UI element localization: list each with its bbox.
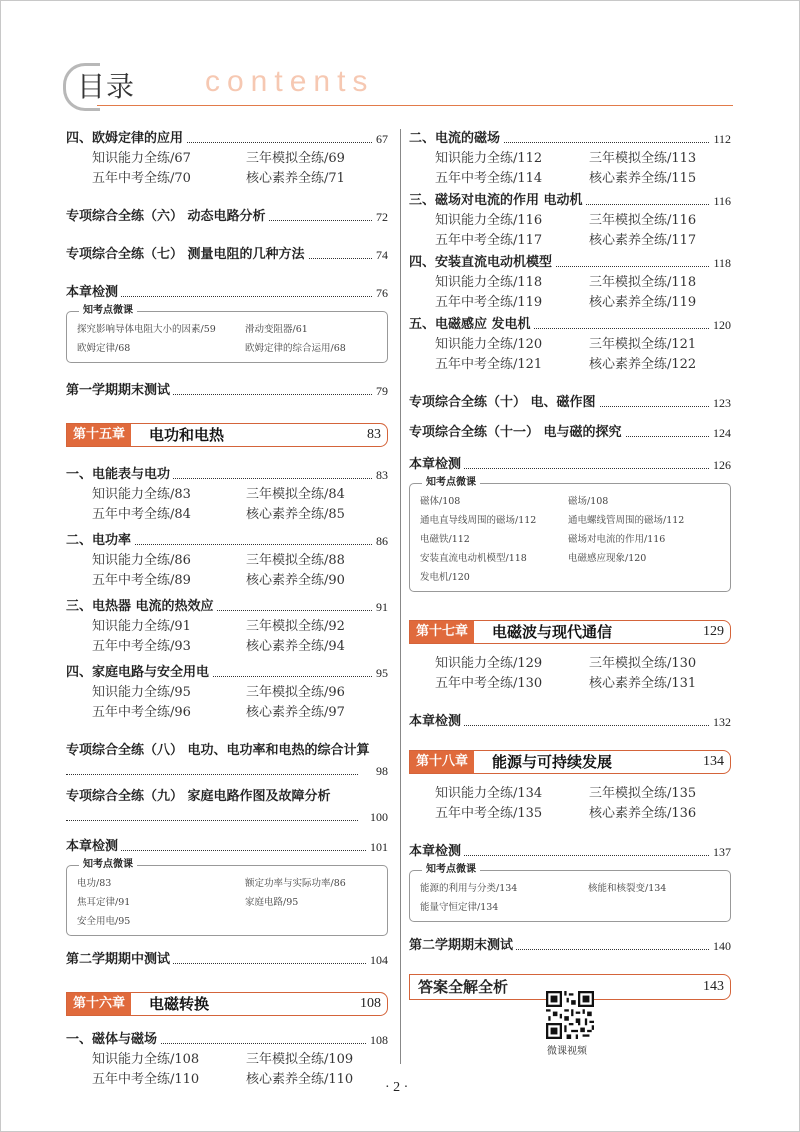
micro-lesson-box [409, 864, 731, 922]
micro-lesson-box [66, 859, 388, 936]
micro-lesson-link[interactable]: 发电机/120 [420, 572, 470, 583]
toc-entry[interactable]: 四、家庭电路与安全用电 95 [66, 663, 388, 683]
toc-entry[interactable]: 第二学期期中测试 104 [66, 950, 388, 970]
chapter-banner[interactable] [66, 423, 388, 447]
micro-lesson-link[interactable]: 能量守恒定律/134 [420, 902, 499, 913]
toc-sub-row [66, 1050, 388, 1070]
micro-lesson-tag: 知考点微课 [79, 858, 137, 872]
toc-sub-link[interactable]: 核心素养全练/85 [246, 507, 345, 522]
toc-sub-row [409, 169, 731, 189]
right-column [409, 129, 731, 1000]
micro-lesson-link[interactable]: 磁场/108 [568, 496, 609, 507]
toc-header [63, 59, 733, 111]
page-subtitle: contents [205, 65, 375, 98]
toc-sub-link[interactable]: 五年中考全练/110 [92, 1072, 200, 1087]
toc-sub-row [66, 703, 388, 723]
micro-lesson-link[interactable]: 电磁铁/112 [420, 534, 470, 545]
toc-entry[interactable]: 四、欧姆定律的应用 67 [66, 129, 388, 149]
chapter-banner[interactable] [409, 750, 731, 774]
micro-lesson-link[interactable]: 家庭电路/95 [245, 897, 299, 908]
toc-entry[interactable]: 第一学期期末测试 79 [66, 381, 388, 401]
answer-title: 答案全解全析 [418, 978, 509, 996]
micro-lesson-link[interactable]: 能源的利用与分类/134 [420, 883, 518, 894]
toc-sub-link[interactable]: 知识能力全练/108 [92, 1052, 200, 1067]
toc-entry[interactable]: 二、电功率 86 [66, 531, 388, 551]
toc-sub-link[interactable]: 核心素养全练/110 [246, 1072, 354, 1087]
toc-sub-link[interactable]: 五年中考全练/93 [92, 639, 191, 654]
toc-entry[interactable]: 专项综合全练（九） 家庭电路作图及故障分析 100 [66, 789, 388, 824]
page-number: · 2 · [385, 1080, 409, 1095]
toc-sub-link[interactable]: 知识能力全练/116 [435, 213, 543, 228]
chapter-name: 电磁波与现代通信 [492, 623, 613, 641]
toc-sub-row [66, 637, 388, 657]
chapter-page: 129 [703, 624, 724, 639]
chapter-page: 108 [360, 996, 381, 1011]
chapter-number: 第十五章 [67, 424, 131, 446]
toc-sub-link[interactable]: 知识能力全练/129 [435, 656, 543, 671]
micro-lesson-link[interactable]: 通电直导线周围的磁场/112 [420, 515, 537, 526]
toc-sub-row [409, 804, 731, 824]
qr-caption: 微课视频 [547, 1046, 587, 1057]
toc-sub-link[interactable]: 三年模拟全练/69 [246, 151, 345, 166]
toc-sub-row [66, 551, 388, 571]
toc-sub-row [66, 617, 388, 637]
toc-sub-row [66, 1070, 388, 1090]
toc-sub-link[interactable]: 三年模拟全练/130 [589, 656, 697, 671]
toc-entry[interactable]: 专项综合全练（十） 电、磁作图 123 [409, 393, 731, 413]
toc-sub-link[interactable]: 核心素养全练/97 [246, 705, 345, 720]
toc-entry[interactable]: 本章检测 126 [409, 455, 731, 475]
micro-lesson-tag: 知考点微课 [422, 863, 480, 877]
toc-sub-row [409, 273, 731, 293]
toc-entry[interactable]: 专项综合全练（八） 电功、电功率和电热的综合计算 98 [66, 743, 388, 778]
toc-sub-link[interactable]: 知识能力全练/91 [92, 619, 191, 634]
toc-sub-link[interactable]: 三年模拟全练/116 [589, 213, 697, 228]
toc-sub-link[interactable]: 三年模拟全练/96 [246, 685, 345, 700]
toc-sub-link[interactable]: 知识能力全练/83 [92, 487, 191, 502]
toc-sub-link[interactable]: 核心素养全练/115 [589, 171, 697, 186]
toc-sub-row [66, 571, 388, 591]
toc-sub-row [409, 335, 731, 355]
toc-sub-link[interactable]: 知识能力全练/86 [92, 553, 191, 568]
toc-sub-link[interactable]: 五年中考全练/114 [435, 171, 543, 186]
toc-sub-link[interactable]: 三年模拟全练/92 [246, 619, 345, 634]
toc-entry[interactable]: 专项综合全练（十一） 电与磁的探究 124 [409, 423, 731, 443]
chapter-banner[interactable] [66, 992, 388, 1016]
micro-lesson-link[interactable]: 安装直流电动机模型/118 [420, 553, 527, 564]
toc-entry[interactable]: 一、电能表与电功 83 [66, 465, 388, 485]
micro-lesson-link[interactable]: 磁场对电流的作用/116 [568, 534, 666, 545]
toc-entry[interactable]: 第二学期期末测试 140 [409, 936, 731, 956]
chapter-number: 第十六章 [67, 993, 131, 1015]
micro-lesson-box [409, 477, 731, 592]
toc-sub-row [66, 683, 388, 703]
toc-sub-link[interactable]: 核心素养全练/94 [246, 639, 345, 654]
toc-sub-row [66, 149, 388, 169]
toc-sub-link[interactable]: 核心素养全练/71 [246, 171, 345, 186]
toc-sub-link[interactable]: 核心素养全练/131 [589, 676, 697, 691]
toc-sub-row [409, 784, 731, 804]
micro-lesson-link[interactable]: 欧姆定律/68 [77, 343, 131, 354]
toc-entry[interactable]: 本章检测 137 [409, 842, 731, 862]
toc-sub-link[interactable]: 核心素养全练/122 [589, 357, 697, 372]
chapter-number: 第十七章 [410, 621, 474, 643]
qr-code-icon[interactable] [546, 991, 594, 1039]
toc-entry[interactable]: 四、安装直流电动机模型 118 [409, 253, 731, 273]
micro-lesson-link[interactable]: 通电螺线管周围的磁场/112 [568, 515, 685, 526]
left-column [66, 129, 388, 1090]
toc-entry[interactable]: 专项综合全练（六） 动态电路分析 72 [66, 207, 388, 227]
toc-entry[interactable]: 本章检测 101 [66, 837, 388, 857]
toc-entry[interactable]: 三、电热器 电流的热效应 91 [66, 597, 388, 617]
micro-lesson-link[interactable]: 滑动变阻器/61 [245, 324, 308, 335]
toc-sub-link[interactable]: 五年中考全练/84 [92, 507, 191, 522]
toc-sub-row [66, 169, 388, 189]
toc-entry[interactable]: 本章检测 76 [66, 283, 388, 303]
chapter-page: 83 [367, 427, 381, 442]
chapter-name: 电功和电热 [149, 426, 225, 444]
toc-entry[interactable]: 本章检测 132 [409, 712, 731, 732]
toc-sub-link[interactable]: 三年模拟全练/84 [246, 487, 345, 502]
toc-sub-link[interactable]: 知识能力全练/134 [435, 786, 543, 801]
micro-lesson-link[interactable]: 探究影响导体电阻大小的因素/59 [77, 324, 216, 335]
chapter-banner[interactable] [409, 620, 731, 644]
toc-entry[interactable]: 五、电磁感应 发电机 120 [409, 315, 731, 335]
toc-sub-link[interactable]: 核心素养全练/119 [589, 295, 697, 310]
chapter-number: 第十八章 [410, 751, 474, 773]
micro-lesson-link[interactable]: 额定功率与实际功率/86 [245, 878, 346, 889]
micro-lesson-tag: 知考点微课 [79, 304, 137, 318]
toc-sub-row [409, 211, 731, 231]
answer-page: 143 [703, 979, 724, 994]
toc-sub-link[interactable]: 知识能力全练/112 [435, 151, 543, 166]
toc-sub-row [409, 231, 731, 251]
toc-sub-link[interactable]: 五年中考全练/117 [435, 233, 543, 248]
toc-sub-link[interactable]: 五年中考全练/135 [435, 806, 543, 821]
column-divider [400, 129, 401, 1064]
page-title: 目录 [77, 70, 136, 103]
toc-sub-link[interactable]: 知识能力全练/120 [435, 337, 543, 352]
chapter-page: 134 [703, 754, 724, 769]
toc-entry[interactable]: 专项综合全练（七） 测量电阻的几种方法 74 [66, 245, 388, 265]
micro-lesson-link[interactable]: 磁体/108 [420, 496, 461, 507]
toc-entry[interactable]: 一、磁体与磁场 108 [66, 1030, 388, 1050]
toc-entry[interactable]: 三、磁场对电流的作用 电动机 116 [409, 191, 731, 211]
chapter-name: 电磁转换 [149, 995, 210, 1013]
toc-sub-link[interactable]: 三年模拟全练/109 [246, 1052, 354, 1067]
toc-sub-row [409, 355, 731, 375]
micro-lesson-tag: 知考点微课 [422, 476, 480, 490]
micro-lesson-link[interactable]: 欧姆定律的综合运用/68 [245, 343, 346, 354]
toc-sub-link[interactable]: 核心素养全练/117 [589, 233, 697, 248]
micro-lesson-link[interactable]: 安全用电/95 [77, 916, 131, 927]
micro-lesson-box [66, 305, 388, 363]
toc-sub-row [66, 505, 388, 525]
toc-sub-link[interactable]: 三年模拟全练/118 [589, 275, 697, 290]
toc-sub-link[interactable]: 三年模拟全练/113 [589, 151, 697, 166]
toc-sub-link[interactable]: 五年中考全练/70 [92, 171, 191, 186]
chapter-name: 能源与可持续发展 [492, 753, 613, 771]
toc-sub-link[interactable]: 三年模拟全练/135 [589, 786, 697, 801]
toc-sub-link[interactable]: 知识能力全练/118 [435, 275, 543, 290]
toc-sub-row [66, 485, 388, 505]
toc-sub-link[interactable]: 核心素养全练/90 [246, 573, 345, 588]
header-rule [97, 105, 733, 106]
toc-sub-link[interactable]: 知识能力全练/95 [92, 685, 191, 700]
micro-lesson-link[interactable]: 电磁感应现象/120 [568, 553, 647, 564]
toc-sub-link[interactable]: 三年模拟全练/88 [246, 553, 345, 568]
toc-sub-link[interactable]: 五年中考全练/89 [92, 573, 191, 588]
toc-sub-link[interactable]: 核心素养全练/136 [589, 806, 697, 821]
toc-sub-link[interactable]: 三年模拟全练/121 [589, 337, 697, 352]
toc-sub-link[interactable]: 五年中考全练/119 [435, 295, 543, 310]
toc-sub-row [409, 654, 731, 674]
toc-sub-link[interactable]: 五年中考全练/121 [435, 357, 543, 372]
toc-entry[interactable]: 二、电流的磁场 112 [409, 129, 731, 149]
micro-lesson-link[interactable]: 焦耳定律/91 [77, 897, 131, 908]
toc-sub-link[interactable]: 五年中考全练/96 [92, 705, 191, 720]
micro-lesson-link[interactable]: 电功/83 [77, 878, 112, 889]
toc-sub-row [409, 674, 731, 694]
toc-sub-row [409, 149, 731, 169]
toc-sub-link[interactable]: 五年中考全练/130 [435, 676, 543, 691]
micro-lesson-link[interactable]: 核能和核裂变/134 [588, 883, 667, 894]
toc-sub-row [409, 293, 731, 313]
toc-sub-link[interactable]: 知识能力全练/67 [92, 151, 191, 166]
